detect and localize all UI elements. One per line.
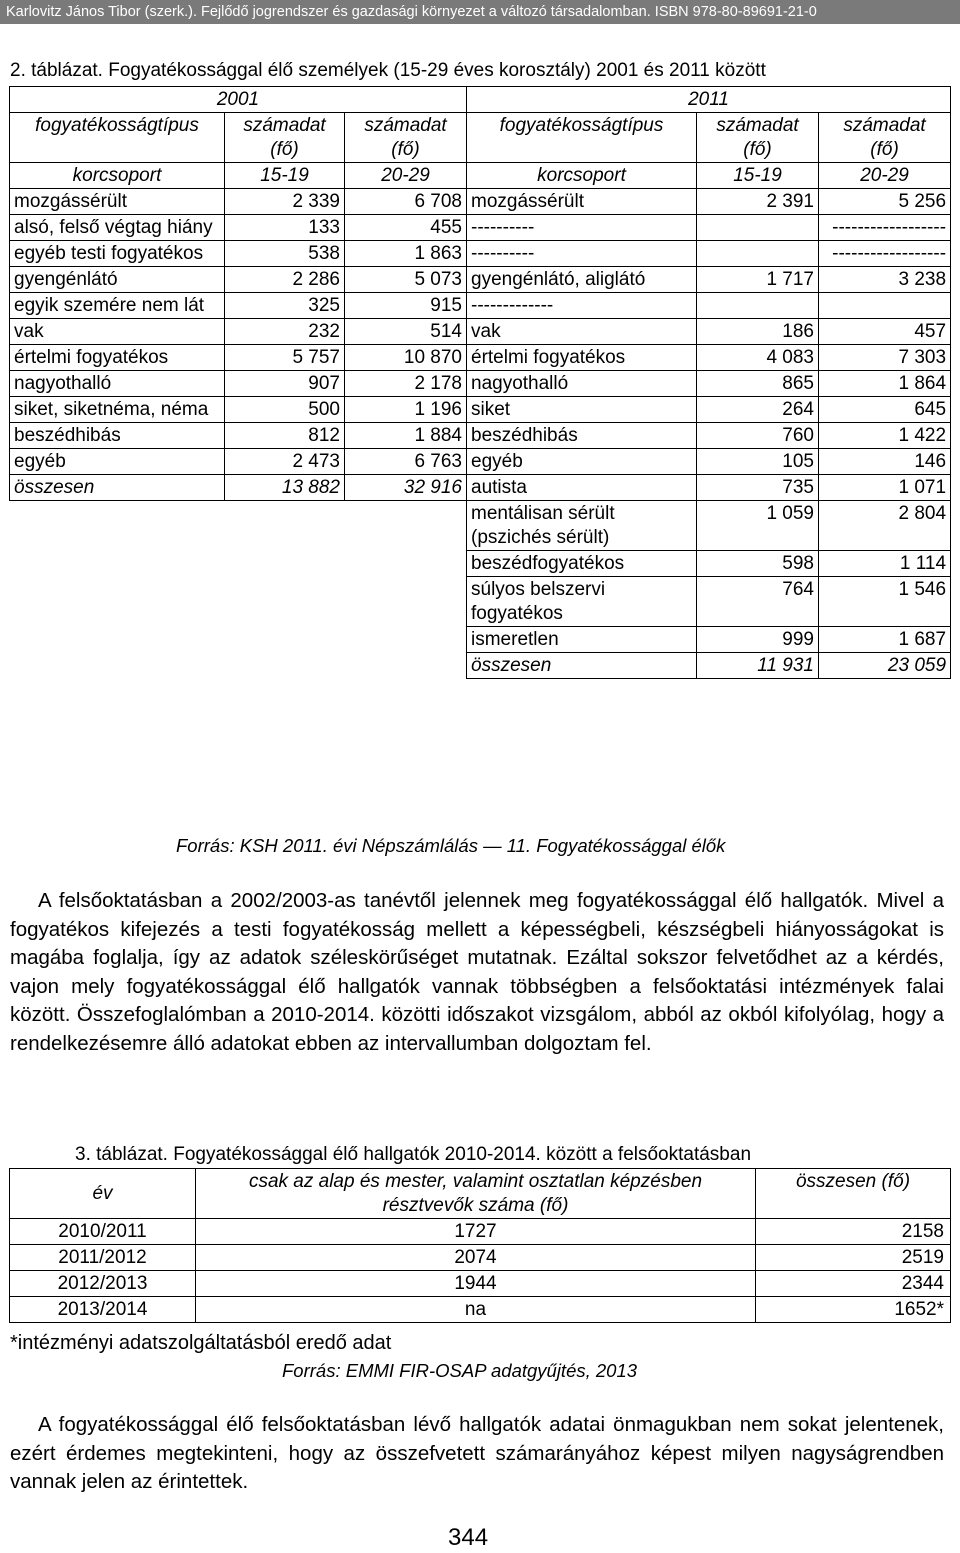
table-cell: 13 882 [225,475,345,501]
table-cell [345,627,467,653]
table-row [10,267,951,293]
table-cell: 2074 [196,1245,756,1271]
table-cell: 4 083 [697,345,819,371]
table-cell: 457 [819,319,951,345]
table-cell [10,627,225,653]
table-cell: 1 196 [345,397,467,423]
table-row [10,501,951,551]
table2-age-1519: 15-19 [697,163,819,189]
table-cell: 146 [819,449,951,475]
table-cell: 11 931 [697,653,819,679]
table-cell: 2013/2014 [10,1297,196,1323]
table-cell [819,293,951,319]
table2-age-label: korcsoport [10,163,225,189]
table-cell: nagyothalló [10,371,225,397]
table-cell [697,215,819,241]
table-cell: 500 [225,397,345,423]
table-cell: gyengénlátó, aliglátó [467,267,697,293]
table-cell: autista [467,475,697,501]
table-row [10,423,951,449]
table-cell: ------------------ [819,241,951,267]
table-cell [345,577,467,627]
table-cell: siket, siketnéma, néma [10,397,225,423]
table-cell: 10 870 [345,345,467,371]
table-row [10,449,951,475]
table3-source: Forrás: EMMI FIR-OSAP adatgyűjtés, 2013 [282,1360,638,1381]
table-cell [225,501,345,551]
table-cell [225,577,345,627]
table-cell: 2519 [756,1245,951,1271]
table-cell: mozgássérült [467,189,697,215]
table-cell: vak [467,319,697,345]
table-cell: 1652* [756,1297,951,1323]
table3-note: *intézményi adatszolgáltatásból eredő adat [10,1332,392,1354]
table-cell: 2 391 [697,189,819,215]
table-cell: egyik szemére nem lát [10,293,225,319]
table-cell: 1 864 [819,371,951,397]
table-row [10,551,951,577]
table-cell: ---------- [467,215,697,241]
table-row [10,475,951,501]
table-row [10,397,951,423]
table-cell: siket [467,397,697,423]
table-cell: beszédfogyatékos [467,551,697,577]
table-cell: vak [10,319,225,345]
table-row [10,1271,951,1297]
table-cell: 325 [225,293,345,319]
table-cell: nagyothalló [467,371,697,397]
table-cell [225,551,345,577]
table-cell: 735 [697,475,819,501]
table-cell: beszédhibás [467,423,697,449]
table2-col-count-4: számadat (fő) [819,113,951,163]
table-cell [345,653,467,679]
table-cell: 32 916 [345,475,467,501]
table2-col-type-2011: fogyatékosságtípus [467,113,697,163]
table-cell [345,551,467,577]
table-cell [10,577,225,627]
table-cell: 2012/2013 [10,1271,196,1297]
table2-caption: 2. táblázat. Fogyatékossággal élő személyek (15-29 éves korosztály) 2001 és 2011 között [10,60,766,81]
table-cell: alsó, felső végtag hiány [10,215,225,241]
table-cell [225,627,345,653]
table2-year-2011: 2011 [467,87,951,113]
table-cell: 538 [225,241,345,267]
table-cell: 2 804 [819,501,951,551]
table-cell: 105 [697,449,819,475]
table-cell: 514 [345,319,467,345]
table-cell: 3 238 [819,267,951,293]
table2-age-label: korcsoport [467,163,697,189]
table-row [10,293,951,319]
table2-col-count-1: számadat (fő) [225,113,345,163]
table-cell: 812 [225,423,345,449]
table-cell [697,241,819,267]
paragraph-2: A fogyatékossággal élő felsőoktatásban lévő hallgatók adatai önmagukban nem sokat jelentenek, ezért érdemes megtekinteni, hogy az összefvetett számarányához képest milyen nagyságrendben vannak jelen az érintettek. [10,1413,944,1493]
table-cell [345,501,467,551]
table-cell: 2 473 [225,449,345,475]
table-cell: 598 [697,551,819,577]
table-cell: 2011/2012 [10,1245,196,1271]
table-row [10,1245,951,1271]
table-row [10,241,951,267]
table2-age-2029: 20-29 [345,163,467,189]
table-cell: 1 863 [345,241,467,267]
table-cell: 764 [697,577,819,627]
table-row [10,1297,951,1323]
table-cell: 2 178 [345,371,467,397]
table-cell: beszédhibás [10,423,225,449]
table-row [10,189,951,215]
table-row [10,345,951,371]
table-cell: egyéb testi fogyatékos [10,241,225,267]
table-cell [10,653,225,679]
table-cell: 133 [225,215,345,241]
table-cell: 6 763 [345,449,467,475]
table3-col-year: év [10,1169,196,1219]
table-cell: 23 059 [819,653,951,679]
table2-col-count-3: számadat (fő) [697,113,819,163]
table-cell: összesen [10,475,225,501]
table-row [10,627,951,653]
table-row [10,319,951,345]
table-cell: egyéb [10,449,225,475]
table-cell: értelmi fogyatékos [10,345,225,371]
table-cell: 2344 [756,1271,951,1297]
table-cell [10,551,225,577]
table2 [9,86,951,679]
table-cell: gyengénlátó [10,267,225,293]
table3-col-total: összesen (fő) [756,1169,951,1219]
table-cell: 1 884 [345,423,467,449]
table-row [10,653,951,679]
table-cell: 455 [345,215,467,241]
table-cell: 1 059 [697,501,819,551]
table-cell: egyéb [467,449,697,475]
table-cell: mentálisan sérült (pszichés sérült) [467,501,697,551]
table-cell: súlyos belszervi fogyatékos [467,577,697,627]
table-cell: na [196,1297,756,1323]
table-cell: 1 114 [819,551,951,577]
table-cell: 6 708 [345,189,467,215]
table2-age-1519: 15-19 [225,163,345,189]
table-cell: 232 [225,319,345,345]
table-cell: 1944 [196,1271,756,1297]
table-cell: 1 687 [819,627,951,653]
table-cell: 1 071 [819,475,951,501]
table2-source: Forrás: KSH 2011. évi Népszámlálás — 11. Fogyatékossággal élők [176,835,726,856]
table-cell: ismeretlen [467,627,697,653]
table3 [9,1168,951,1323]
table-cell: ---------- [467,241,697,267]
table-cell: 1 422 [819,423,951,449]
table-cell: 5 073 [345,267,467,293]
table2-col-count-2: számadat (fő) [345,113,467,163]
page-number: 344 [448,1524,489,1551]
table-cell: értelmi fogyatékos [467,345,697,371]
table-row [10,1219,951,1245]
table3-caption: 3. táblázat. Fogyatékossággal élő hallgatók 2010-2014. között a felsőoktatásban [75,1144,752,1165]
table-cell: 865 [697,371,819,397]
table-cell: ------------- [467,293,697,319]
table-cell: ------------------ [819,215,951,241]
table-cell: 1 546 [819,577,951,627]
table2-col-type-2001: fogyatékosságtípus [10,113,225,163]
table2-age-2029: 20-29 [819,163,951,189]
table2-year-2001: 2001 [10,87,467,113]
paragraph-1: A felsőoktatásban a 2002/2003-as tanévtől jelennek meg fogyatékossággal élő hallgatók. Mivel a fogyatékos kifejezés a testi fogyatékosság mellett a képességbeli, készségbeli hiányosságokat is magába foglalja, így az adatok széleskörűséget mutatnak. Ezáltal sokszor felvetődhet az a kérdés, vajon mely fogyatékossággal élő hallgatók vannak többségben a felsőoktatási intézmények falai között. Összefoglalómban a 2010-2014. közötti időszakot vizsgálom, abból az okból kifolyólag, hogy a rendelkezésemre álló adatokat ebben az intervallumban dolgoztam fel. [10,889,944,1055]
table-row [10,577,951,627]
table-cell: mozgássérült [10,189,225,215]
table-cell: 907 [225,371,345,397]
table-cell: 2 339 [225,189,345,215]
table-cell: 2158 [756,1219,951,1245]
table-cell: 915 [345,293,467,319]
table-cell: 999 [697,627,819,653]
table-cell: 7 303 [819,345,951,371]
table-cell: 2 286 [225,267,345,293]
table-cell: 1 717 [697,267,819,293]
table-cell: 2010/2011 [10,1219,196,1245]
table-cell: 5 757 [225,345,345,371]
table-cell: 264 [697,397,819,423]
running-header: Karlovitz János Tibor (szerk.). Fejlődő jogrendszer és gazdasági környezet a változó társadalomban. ISBN 978-80-89691-21-0 [0,0,960,24]
table-cell [10,501,225,551]
table3-col-basic: csak az alap és mester, valamint osztatlan képzésben résztvevők száma (fő) [196,1169,756,1219]
table-cell: 186 [697,319,819,345]
table-cell: 5 256 [819,189,951,215]
table-cell: 645 [819,397,951,423]
table-cell: összesen [467,653,697,679]
table-cell: 1727 [196,1219,756,1245]
table-cell [225,653,345,679]
table-cell [697,293,819,319]
table-row [10,215,951,241]
table-cell: 760 [697,423,819,449]
table-row [10,371,951,397]
